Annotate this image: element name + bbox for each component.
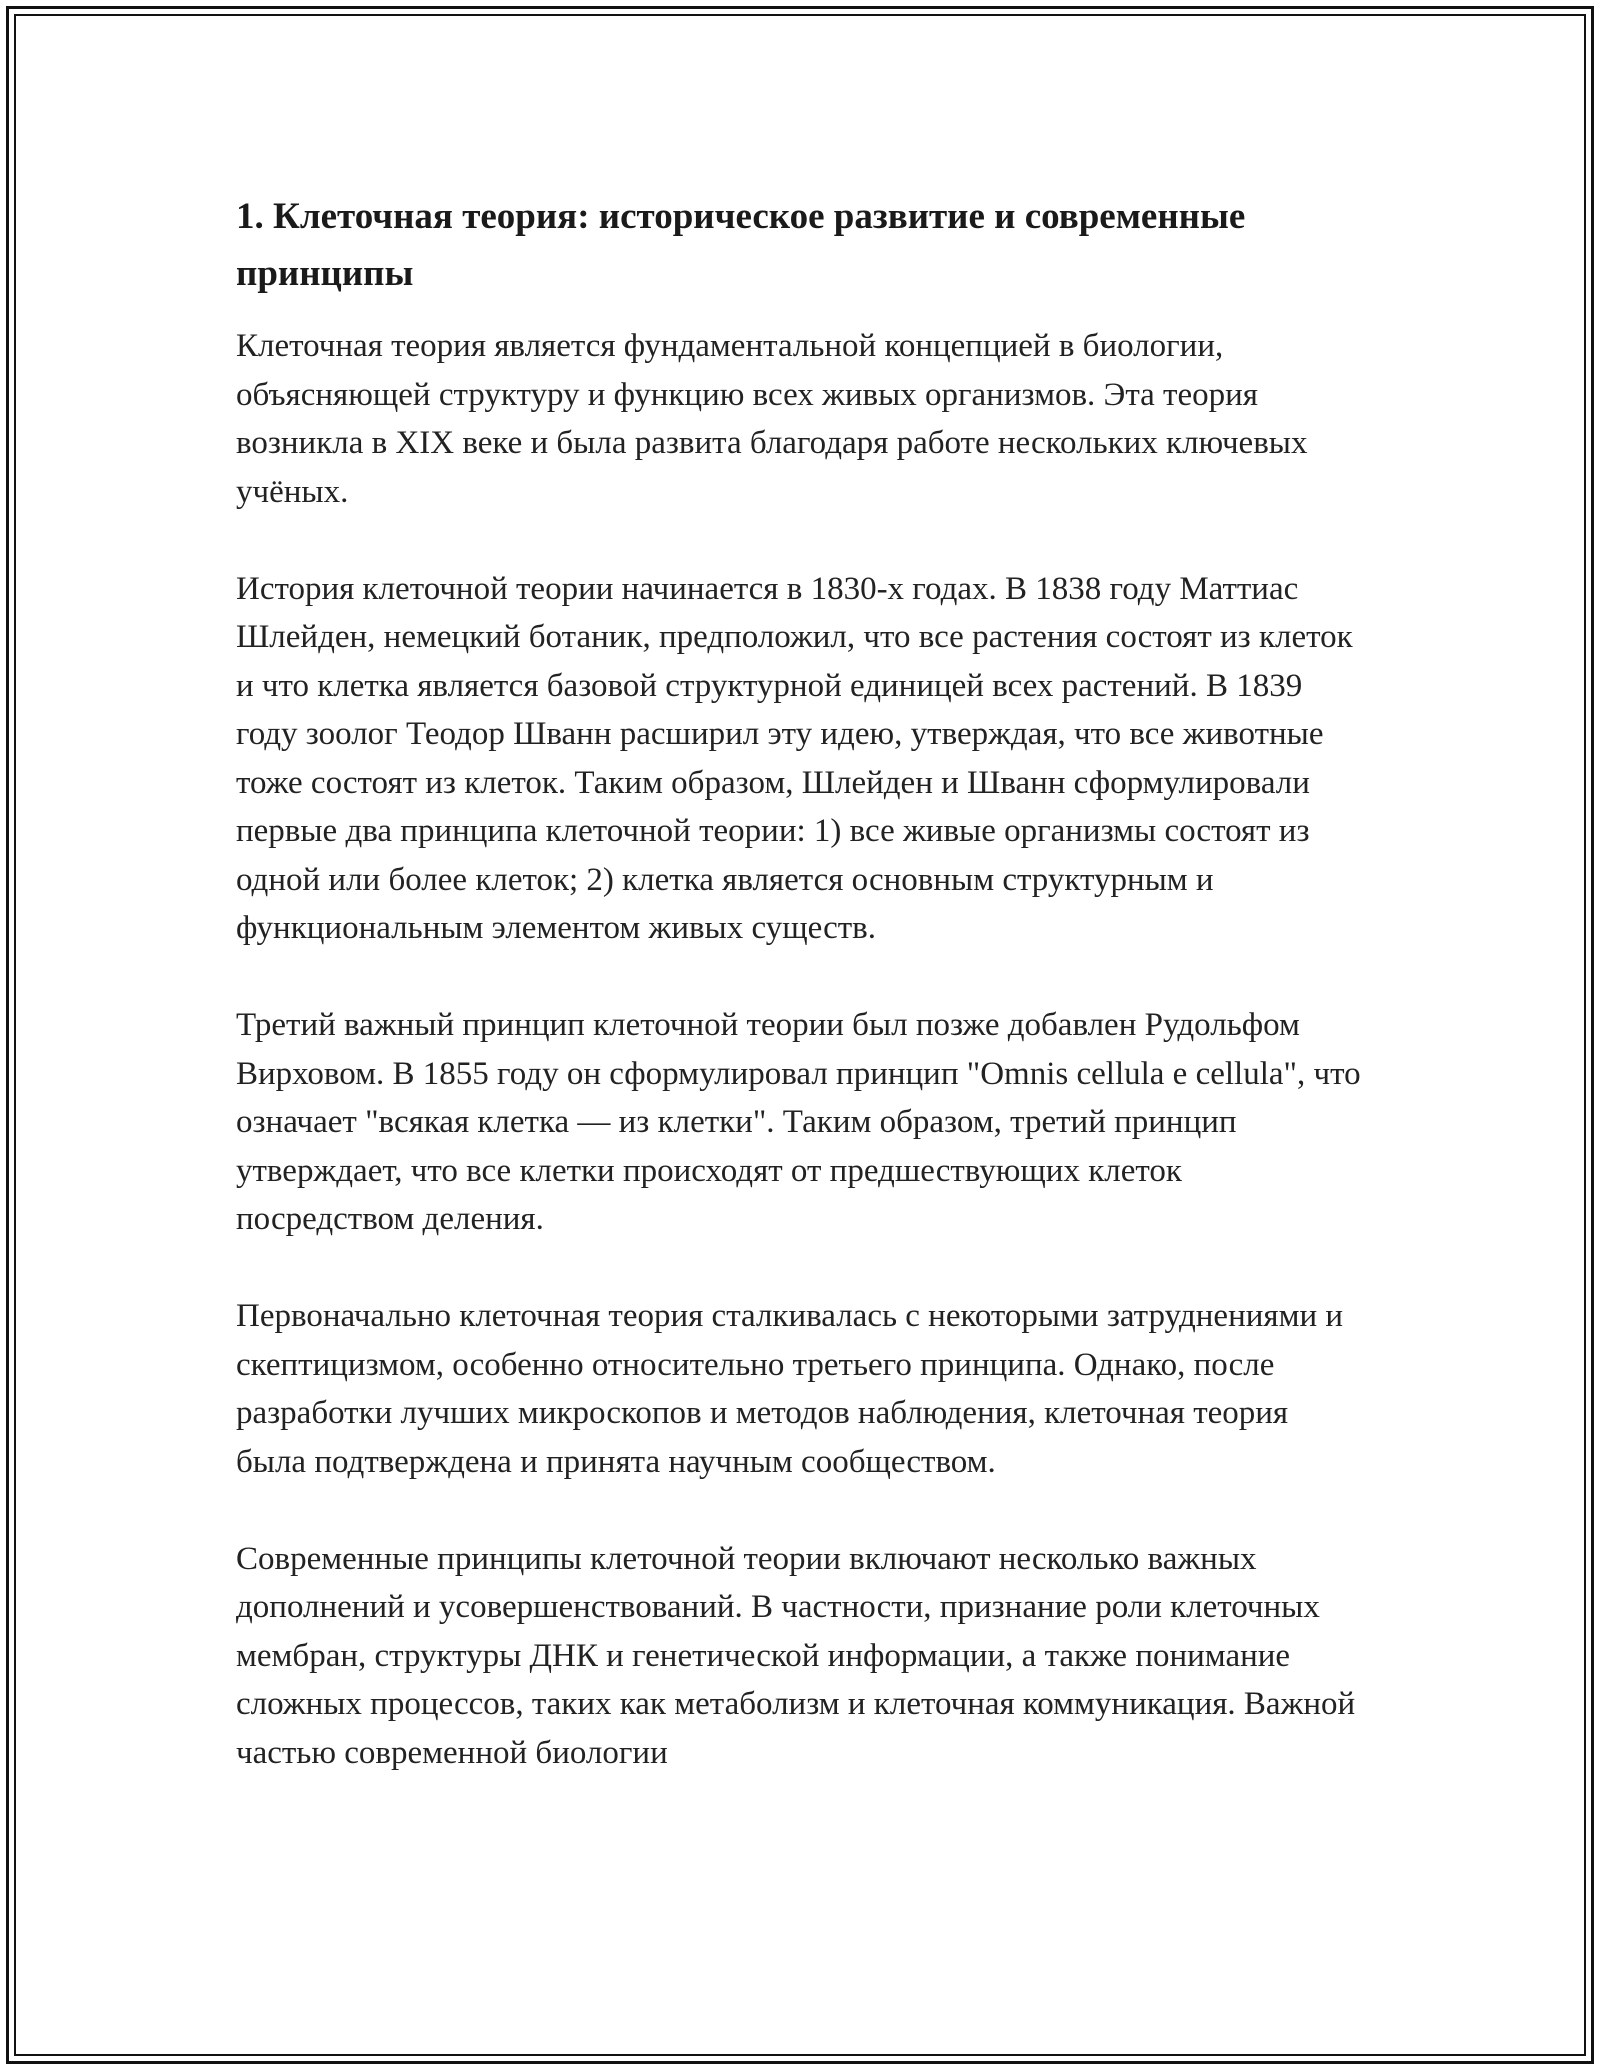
section-heading: 1. Клеточная теория: историческое развитие и современные принципы xyxy=(236,196,1246,294)
paragraph-third-principle: Третий важный принцип клеточной теории был позже добавлен Рудольфом Вирховом. В 1855 году он сформулировал принцип "Omnis cellula e cellula", что означает "всякая клетка — из клетки". Таким образом, третий принцип утверждает, что все клетки происходят от предшествующих клеток посредством деления. xyxy=(236,1007,1361,1237)
paragraph-history: История клеточной теории начинается в 1830-х годах. В 1838 году Маттиас Шлейден, немецкий ботаник, предположил, что все растения состоят из клеток и что клетка является базовой структурной единицей всех растений. В 1839 году зоолог Теодор Шванн расширил эту идею, утверждая, что все животные тоже состоят из клеток. Таким образом, Шлейден и Шванн сформулировали первые два принципа клеточной теории: 1) все живые организмы состоят из одной или более клеток; 2) клетка является основным структурным и функциональным элементом живых существ. xyxy=(236,570,1353,946)
document-body xyxy=(236,188,1366,1777)
paragraph-acceptance: Первоначально клеточная теория сталкивалась с некоторыми затруднениями и скептицизмом, особенно относительно третьего принципа. Однако, после разработки лучших микроскопов и методов наблюдения, клеточная теория была подтверждена и принята научным сообществом. xyxy=(236,1298,1344,1480)
paragraph-modern-principles: Современные принципы клеточной теории включают несколько важных дополнений и усовершенствований. В частности, признание роли клеточных мембран, структуры ДНК и генетической информации, а также понимание сложных процессов, таких как метаболизм и клеточная коммуникация. Важной частью современной биологии xyxy=(236,1540,1356,1771)
paragraph-introduction: Клеточная теория является фундаментальной концепцией в биологии, объясняющей структуру и функцию всех живых организмов. Эта теория возникла в XIX веке и была развита благодаря работе нескольких ключевых учёных. xyxy=(236,328,1308,510)
